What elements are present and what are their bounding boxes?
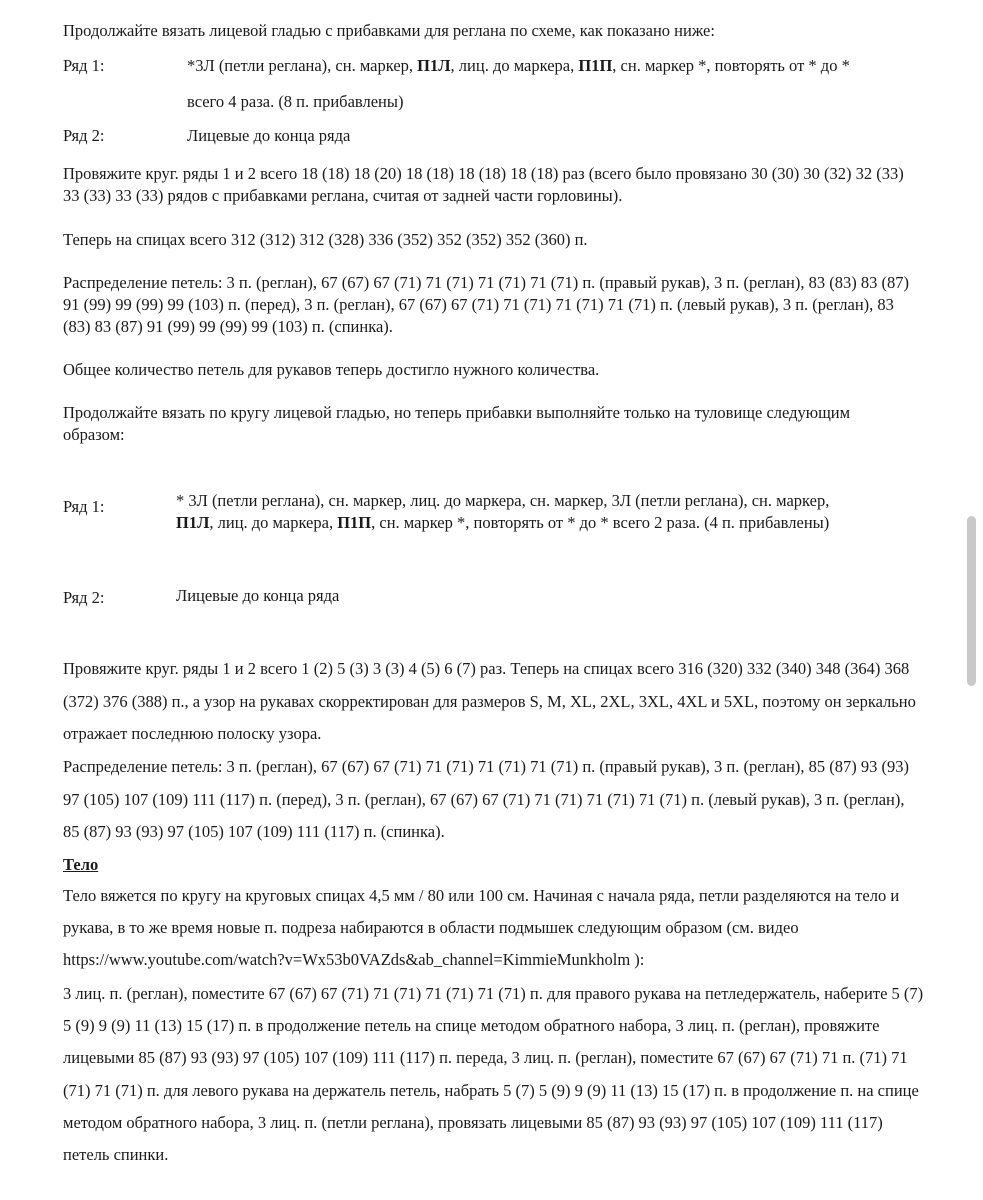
- sleeves-done-paragraph: Общее количество петель для рукавов теперь достигло нужного количества.: [63, 360, 600, 379]
- scheme2-row1-line2: П1Л, лиц. до маркера, П1П, сн. маркер *, повторять от * до * всего 2 раза. (4 п. прибавлены): [176, 513, 830, 532]
- scheme1-row2-label: Ряд 2:: [63, 126, 105, 145]
- vertical-scrollbar[interactable]: [967, 516, 976, 686]
- scheme2-row1-label: Ряд 1:: [63, 497, 105, 516]
- scheme1-row1-line2: всего 4 раза. (8 п. прибавлены): [187, 92, 404, 111]
- repeat2-paragraph: Провяжите круг. ряды 1 и 2 всего 1 (2) 5 (3) 3 (3) 4 (5) 6 (7) раз. Теперь на спицах всего 316 (320) 332 (340) 348 (364) 368 (372) 376 (388) п., а узор на рукавах скорректирован для размеров S, M, XL, 2XL, 3XL, 4XL и 5XL, поэтому он зеркально отражает последнюю полоску узора.: [63, 659, 916, 743]
- scheme1-row2-text: Лицевые до конца ряда: [187, 126, 351, 145]
- total1-paragraph: Теперь на спицах всего 312 (312) 312 (328) 336 (352) 352 (352) 352 (360) п.: [63, 230, 588, 249]
- body-heading: Тело: [63, 855, 99, 874]
- scheme2-row2-text: Лицевые до конца ряда: [176, 586, 340, 605]
- distribution1-paragraph: Распределение петель: 3 п. (реглан), 67 (67) 67 (71) 71 (71) 71 (71) 71 (71) п. (правый рукав), 3 п. (реглан), 83 (83) 83 (87) 91 (99) 99 (99) 99 (103) п. (перед), 3 п. (реглан), 67 (67) 67 (71) 71 (71) 71 (71) 71 (71) п. (левый рукав), 3 п. (реглан), 83 (83) 83 (87) 91 (99) 99 (99) 99 (103) п. (спинка).: [63, 273, 909, 336]
- scheme2-row2-label: Ряд 2:: [63, 588, 105, 607]
- scheme2-row1-line1: * 3Л (петли реглана), сн. маркер, лиц. до маркера, сн. маркер, 3Л (петли реглана), сн. маркер,: [176, 491, 830, 510]
- repeat1-paragraph: Провяжите круг. ряды 1 и 2 всего 18 (18) 18 (20) 18 (18) 18 (18) 18 (18) раз (всего было провязано 30 (30) 30 (32) 32 (33) 33 (33) 33 (33) рядов с прибавками реглана, считая от задней части горловины).: [63, 164, 904, 205]
- continue-body-paragraph: Продолжайте вязать по кругу лицевой гладью, но теперь прибавки выполняйте только на туловище следующим образом:: [63, 403, 851, 444]
- scheme1-row1-text: *3Л (петли реглана), сн. маркер, П1Л, лиц. до маркера, П1П, сн. маркер *, повторять от * до *: [187, 56, 850, 75]
- distribution2-paragraph: Распределение петель: 3 п. (реглан), 67 (67) 67 (71) 71 (71) 71 (71) 71 (71) п. (правый рукав), 3 п. (реглан), 85 (87) 93 (93) 97 (105) 107 (109) 111 (117) п. (перед), 3 п. (реглан), 67 (67) 67 (71) 71 (71) 71 (71) 71 (71) п. (левый рукав), 3 п. (реглан), 85 (87) 93 (93) 97 (105) 107 (109) 111 (117) п. (спинка).: [63, 757, 909, 841]
- scheme1-row1-label: Ряд 1:: [63, 56, 105, 75]
- intro-paragraph: Продолжайте вязать лицевой гладью с прибавками для реглана по схеме, как показано ниже:: [63, 21, 715, 40]
- body-instructions-paragraph: 3 лиц. п. (реглан), поместите 67 (67) 67 (71) 71 (71) 71 (71) 71 (71) п. для правого рукава на петледержатель, наберите 5 (7) 5 (9) 9 (9) 11 (13) 15 (17) п. в продолжение петель на спице методом обратного набора, 3 лиц. п. (реглан), провяжите лицевыми 85 (87) 93 (93) 97 (105) 107 (109) 111 (117) п. переда, 3 лиц. п. (реглан), поместите 67 (67) 67 (71) 71 п. (71) 71 (71) 71 (71) п. для левого рукава на держатель петель, набрать 5 (7) 5 (9) 9 (9) 11 (13) 15 (17) п. в продолжение п. на спице методом обратного набора, 3 лиц. п. (петли реглана), провязать лицевыми 85 (87) 93 (93) 97 (105) 107 (109) 111 (117) петель спинки.: [63, 984, 924, 1165]
- body-text-paragraph: Тело вяжется по кругу на круговых спицах 4,5 мм / 80 или 100 см. Начиная с начала ряда, петли разделяются на тело и рукава, в то же время новые п. подреза набираются в области подмышек следующим образом (см. видео https://www.youtube.com/watch?v=Wx53b0VAZds&ab_channel=KimmieMunkholm ):: [63, 886, 900, 970]
